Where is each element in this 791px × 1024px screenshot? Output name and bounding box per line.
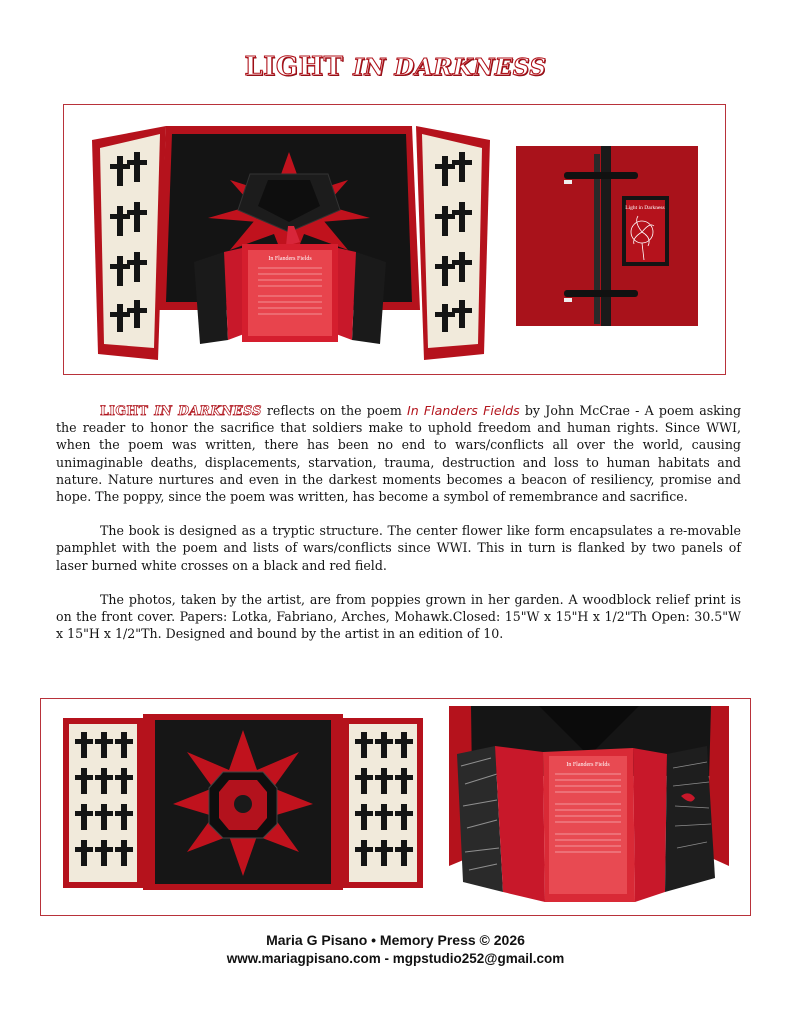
title-in-darkness: IN DARKNESS [353, 54, 547, 81]
poem-title: In Flanders Fields [407, 403, 520, 418]
cover-label-text: Light in Darkness [625, 205, 665, 211]
photo-open-flat [63, 712, 423, 892]
footer-credit: Maria G Pisano • Memory Press © 2026 [266, 932, 525, 948]
paragraph-3: The photos, taken by the artist, are from poppies grown in her garden. A woodblock relief print is on the front cover. Papers: Lotka, Fabriano, Arches, Mohawk.Closed: 15"W x 15"H x 1/2"Th Open: 30.5"W x 15"H x 1/2"Th. Designed and bound by the artist in an edition of 10. [56, 591, 741, 642]
paragraph-1-text-b: by John McCrae - A poem asking the reader to honor the sacrifice that soldiers make to uphold freedom and human rights. Since WWI, when the poem was written, there has been no end to wars/conflicts all over the world, causing unimaginable deaths, displacements, starvation, trauma, destruction and loss to human habitats and nature. Nature nurtures and even in the darkest moments becomes a beacon of resiliency, promise and hope. The poppy, since the poem was written, has become a symbol of remembrance and sacrifice. [56, 403, 742, 505]
footer-contact: www.mariagpisano.com - mgpstudio252@gmail.com [226, 951, 565, 966]
top-panel-poem-title: In Flanders Fields [268, 256, 312, 262]
photo-pamphlet-closeup [449, 706, 729, 904]
paragraph-1-text-a: reflects on the poem [261, 403, 408, 418]
description [56, 402, 741, 659]
paragraph-2: The book is designed as a tryptic structure. The center flower like form encapsulates a re-movable pamphlet with the poem and lists of wars/conflicts since WWI. This in turn is flanked by two panels of laser burned white crosses on a black and red field. [56, 523, 741, 573]
title-light: LIGHT [244, 52, 354, 82]
photo-closed-cover [516, 146, 698, 326]
bottom-panel-poem-title: In Flanders Fields [566, 762, 610, 768]
inline-book-title [100, 403, 262, 418]
paragraph-1 [56, 402, 741, 505]
page-title [0, 52, 791, 82]
inline-title-in-darkness: IN DARKNESS [154, 403, 262, 418]
photo-open-book [90, 122, 492, 366]
inline-title-light: LIGHT [100, 403, 155, 418]
